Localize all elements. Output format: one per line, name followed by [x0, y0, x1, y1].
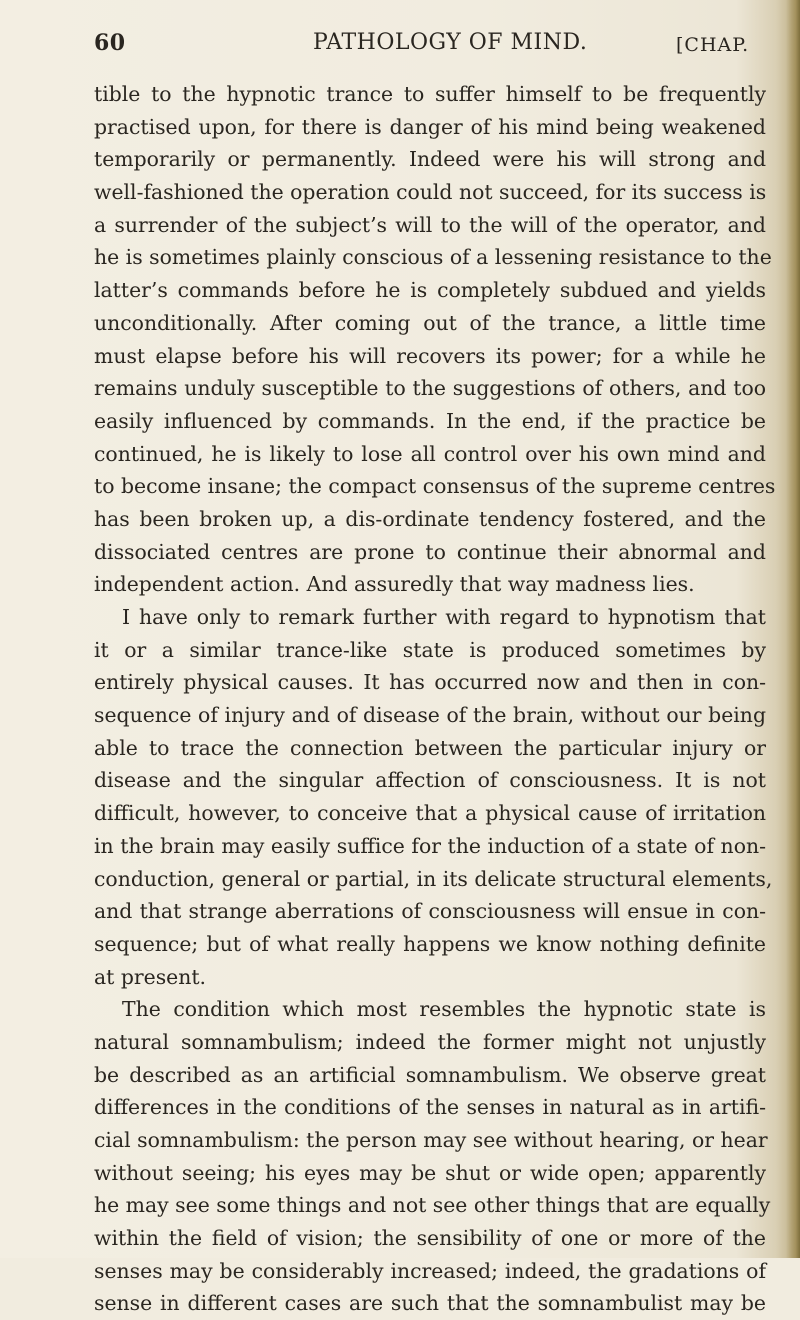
- text-line: at present.: [94, 964, 207, 989]
- text-line: senses may be considerably increased; indeed, the gradations of: [94, 1258, 766, 1283]
- text-line: a surrender of the subject’s will to the will of the operator, and: [94, 212, 766, 237]
- text-line: independent action. And assuredly that way madness lies.: [94, 572, 695, 597]
- text-line: temporarily or permanently. Indeed were his will strong and: [94, 147, 766, 172]
- text-line: tible to the hypnotic trance to suffer himself to be frequently: [94, 82, 766, 106]
- text-line: continued, he is likely to lose all control over his own mind and: [94, 441, 766, 466]
- text-line: has been broken up, a dis-ordinate tendency fostered, and the: [94, 506, 766, 531]
- running-title: PATHOLOGY OF MIND.: [313, 30, 588, 55]
- text-line: must elapse before his will recovers its power; for a while he: [94, 343, 766, 368]
- page-edge-shadow: [786, 0, 800, 1258]
- page-number: 60: [94, 30, 126, 56]
- text-line: disease and the singular affection of consciousness. It is not: [94, 768, 766, 793]
- text-line: unconditionally. After coming out of the trance, a little time: [94, 310, 766, 335]
- text-line: cial somnambulism: the person may see without hearing, or hear: [94, 1128, 768, 1152]
- text-line: be described as an artificial somnambulism. We observe great: [94, 1062, 766, 1087]
- text-line: difficult, however, to conceive that a physical cause of irritation: [94, 801, 766, 826]
- text-line: natural somnambulism; indeed the former might not unjustly: [94, 1029, 766, 1054]
- text-line: sequence of injury and of disease of the brain, without our being: [94, 703, 766, 728]
- text-line: I have only to remark further with regard to hypnotism that: [122, 605, 766, 629]
- chapter-marker: [CHAP.: [676, 34, 750, 56]
- text-line: differences in the conditions of the senses in natural as in artifi-: [94, 1095, 766, 1120]
- text-line: easily influenced by commands. In the end, if the practice be: [94, 408, 766, 433]
- body-text: [94, 78, 776, 1320]
- text-line: able to trace the connection between the particular injury or: [94, 735, 766, 760]
- text-line: entirely physical causes. It has occurred now and then in con-: [94, 670, 766, 695]
- text-line: conduction, general or partial, in its delicate structural elements,: [94, 866, 773, 891]
- text-line: within the field of vision; the sensibility of one or more of the: [94, 1226, 766, 1251]
- text-line: without seeing; his eyes may be shut or wide open; apparently: [94, 1160, 766, 1185]
- text-line: remains unduly susceptible to the suggestions of others, and too: [94, 376, 766, 401]
- text-line: dissociated centres are prone to continue their abnormal and: [94, 539, 766, 564]
- text-line: sense in different cases are such that the somnambulist may be: [94, 1291, 766, 1316]
- text-line: he may see some things and not see other things that are equally: [94, 1193, 771, 1218]
- running-head: [94, 30, 766, 60]
- text-line: practised upon, for there is danger of his mind being weakened: [94, 114, 766, 139]
- text-line: to become insane; the compact consensus of the supreme centres: [94, 474, 776, 499]
- text-line: and that strange aberrations of consciousness will ensue in con-: [94, 899, 766, 924]
- text-line: well-fashioned the operation could not succeed, for its success is: [94, 180, 767, 205]
- text-line: he is sometimes plainly conscious of a lessening resistance to the: [94, 245, 772, 270]
- text-line: in the brain may easily suffice for the induction of a state of non-: [94, 833, 766, 858]
- text-line: latter’s commands before he is completely subdued and yields: [94, 278, 766, 303]
- text-line: The condition which most resembles the hypnotic state is: [122, 997, 766, 1022]
- text-line: it or a similar trance-like state is produced sometimes by: [94, 637, 766, 662]
- text-line: sequence; but of what really happens we know nothing definite: [94, 931, 766, 956]
